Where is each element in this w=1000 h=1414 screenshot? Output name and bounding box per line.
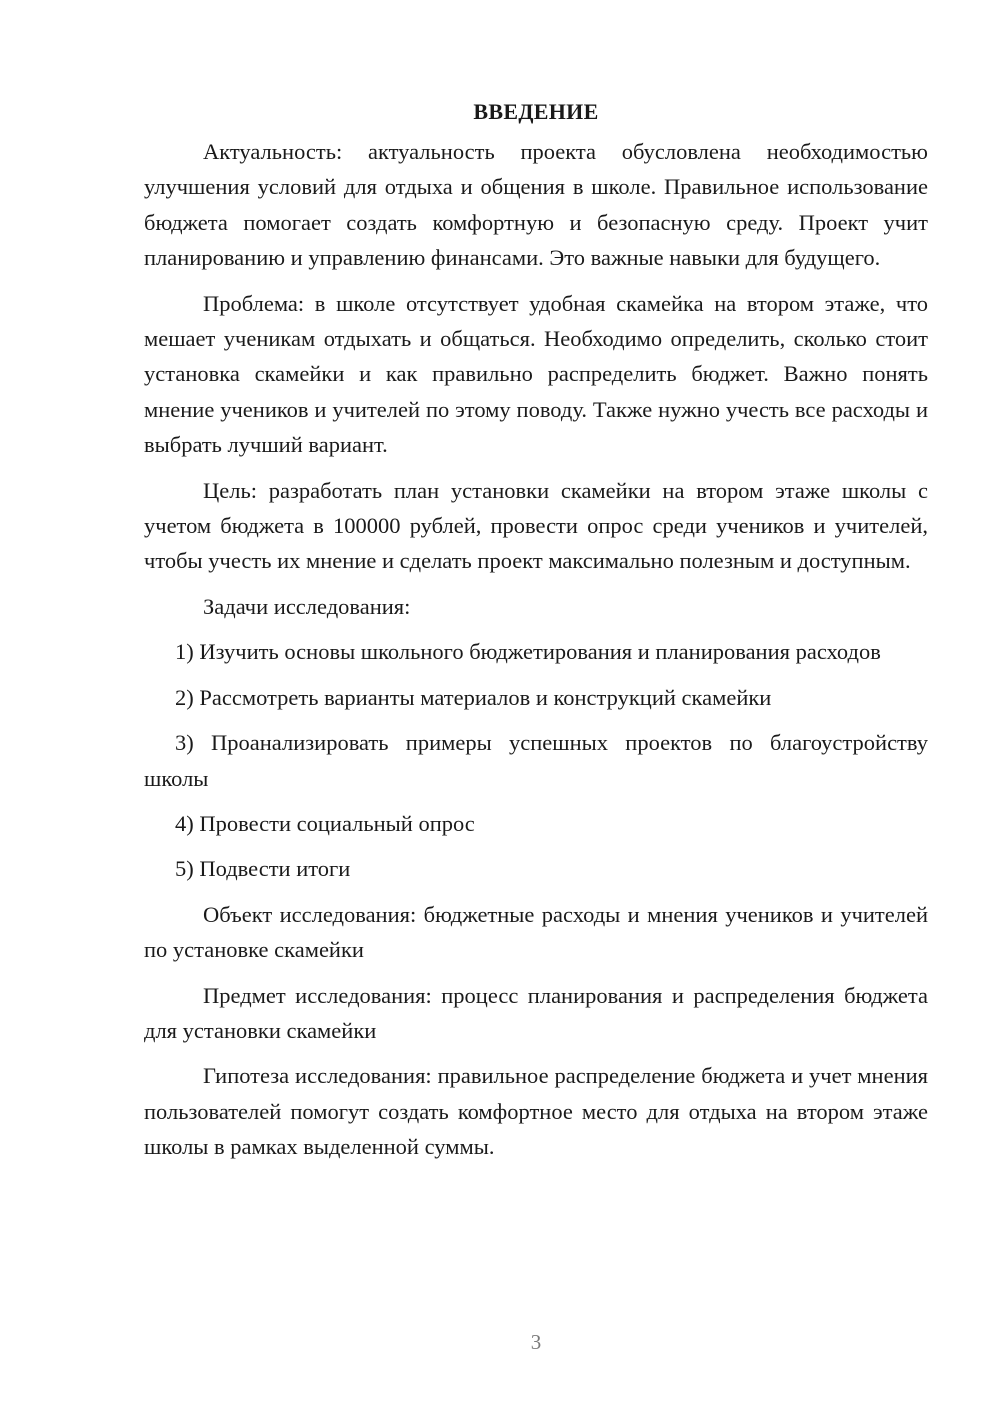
list-item: 2) Рассмотреть варианты материалов и конструкций скамейки [175, 684, 772, 710]
list-item: 3) Проанализировать примеры успешных проектов по благоустройству школы [144, 730, 928, 791]
page-number: 3 [530, 1330, 542, 1354]
paragraph-relevance: Актуальность: актуальность проекта обусловлена необходимостью улучшения условий для отдыха и общения в школе. Правильное использование бюджета помогает создать комфортную и безопасную среду. Проект учит планированию и управлению финансами. Это важные навыки для будущего. [144, 139, 928, 271]
list-item: 5) Подвести итоги [175, 856, 351, 882]
page-title: ВВЕДЕНИЕ [473, 99, 599, 124]
tasks-list [144, 634, 928, 886]
paragraph-hypothesis: Гипотеза исследования: правильное распределение бюджета и учет мнения пользователей помогут создать комфортное место для отдыха на втором этаже школы в рамках выделенной суммы. [144, 1063, 928, 1160]
paragraph-subject: Предмет исследования: процесс планирования и распределения бюджета для установки скамейки [144, 982, 928, 1043]
tasks-heading: Задачи исследования: [203, 593, 411, 619]
document-page [144, 96, 928, 1175]
paragraph-problem: Проблема: в школе отсутствует удобная скамейка на втором этаже, что мешает ученикам отдыхать и общаться. Необходимо определить, сколько стоит установка скамейки и как правильно распределить бюджет. Важно понять мнение учеников и учителей по этому поводу. Также нужно учесть все расходы и выбрать лучший вариант. [144, 290, 928, 458]
paragraph-goal: Цель: разработать план установки скамейки на втором этаже школы с учетом бюджета в 100000 рублей, провести опрос среди учеников и учителей, чтобы учесть их мнение и сделать проект максимально полезным и доступным. [144, 477, 928, 574]
paragraph-object: Объект исследования: бюджетные расходы и мнения учеников и учителей по установке скамейки [144, 901, 928, 963]
list-item: 4) Провести социальный опрос [175, 810, 475, 836]
list-item: 1) Изучить основы школьного бюджетирования и планирования расходов [175, 639, 881, 665]
